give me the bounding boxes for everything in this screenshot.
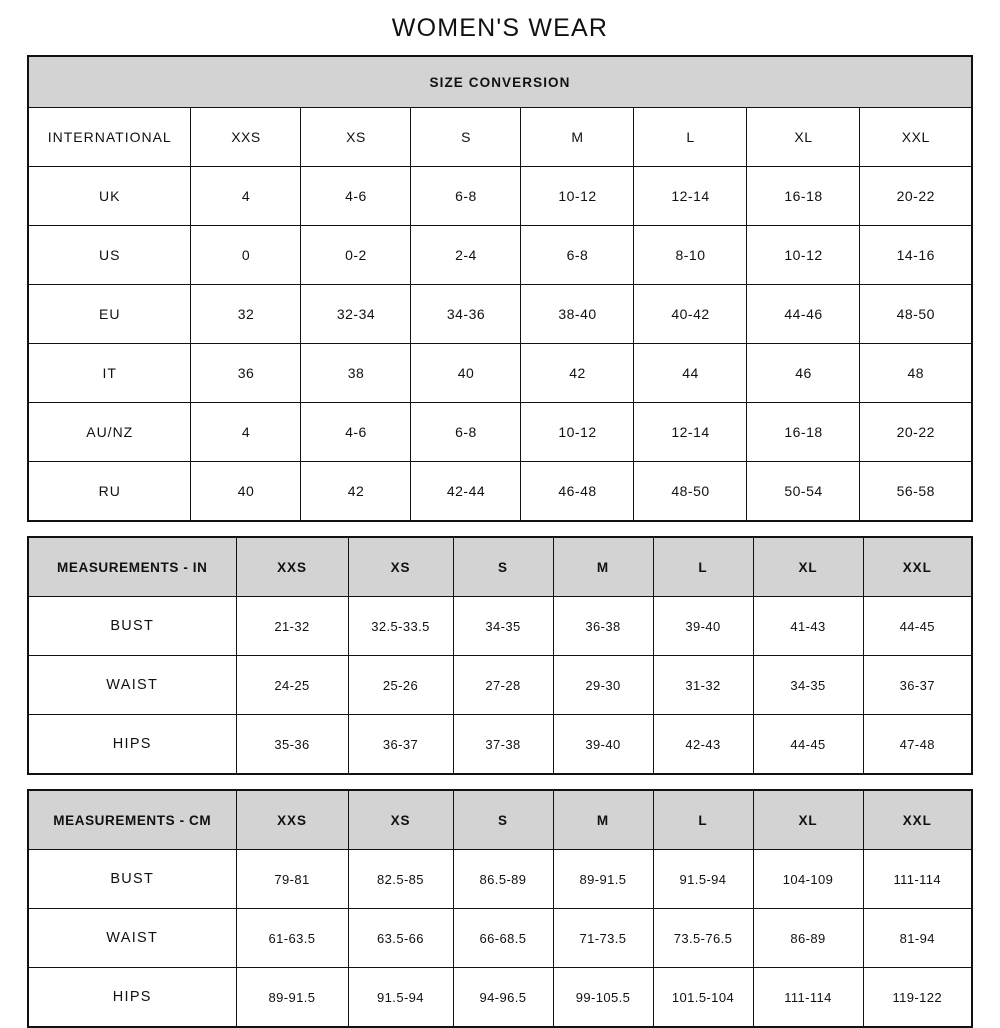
- cell: 0: [191, 226, 301, 285]
- table-row: [28, 715, 972, 775]
- table-header-row: [28, 537, 972, 597]
- cell: 20-22: [860, 403, 972, 462]
- cell: 10-12: [521, 167, 634, 226]
- cell: 56-58: [860, 462, 972, 522]
- table-row: [28, 850, 972, 909]
- cell: 41-43: [753, 597, 863, 656]
- row-label-hips: HIPS: [28, 968, 236, 1028]
- header-cell-l: L: [653, 537, 753, 597]
- cell: 73.5-76.5: [653, 909, 753, 968]
- cell: 4: [191, 403, 301, 462]
- cell: 32-34: [301, 285, 411, 344]
- row-label-us: US: [28, 226, 191, 285]
- cell: 46-48: [521, 462, 634, 522]
- measurements-cm-table: [27, 789, 973, 1028]
- row-label-it: IT: [28, 344, 191, 403]
- header-cell-xs: XS: [348, 790, 453, 850]
- cell: 8-10: [634, 226, 747, 285]
- cell: 79-81: [236, 850, 348, 909]
- cell: 4: [191, 167, 301, 226]
- row-label-uk: UK: [28, 167, 191, 226]
- cell: 38: [301, 344, 411, 403]
- header-cell-xxl: XXL: [860, 108, 972, 167]
- header-cell-s: S: [453, 537, 553, 597]
- cell: 66-68.5: [453, 909, 553, 968]
- cell: 24-25: [236, 656, 348, 715]
- cell: 44: [634, 344, 747, 403]
- cell: 36-38: [553, 597, 653, 656]
- cell: 16-18: [747, 167, 860, 226]
- cell: 61-63.5: [236, 909, 348, 968]
- cell: 44-45: [863, 597, 972, 656]
- cell: 91.5-94: [348, 968, 453, 1028]
- cell: 16-18: [747, 403, 860, 462]
- cell: 47-48: [863, 715, 972, 775]
- cell: 31-32: [653, 656, 753, 715]
- header-cell-xxs: XXS: [236, 790, 348, 850]
- cell: 94-96.5: [453, 968, 553, 1028]
- cell: 39-40: [653, 597, 753, 656]
- size-conversion-banner: SIZE CONVERSION: [28, 56, 972, 108]
- header-cell-xl: XL: [753, 790, 863, 850]
- cell: 48: [860, 344, 972, 403]
- cell: 2-4: [411, 226, 521, 285]
- header-cell-measurements-cm: MEASUREMENTS - CM: [28, 790, 236, 850]
- table-row: [28, 597, 972, 656]
- table-row: [28, 656, 972, 715]
- cell: 48-50: [860, 285, 972, 344]
- cell: 50-54: [747, 462, 860, 522]
- header-cell-l: L: [653, 790, 753, 850]
- row-label-waist: WAIST: [28, 909, 236, 968]
- table-row: [28, 909, 972, 968]
- cell: 44-46: [747, 285, 860, 344]
- cell: 86.5-89: [453, 850, 553, 909]
- row-label-waist: WAIST: [28, 656, 236, 715]
- cell: 21-32: [236, 597, 348, 656]
- header-cell-m: M: [553, 537, 653, 597]
- row-label-aunz: AU/NZ: [28, 403, 191, 462]
- table-row: [28, 403, 972, 462]
- cell: 40: [191, 462, 301, 522]
- cell: 10-12: [747, 226, 860, 285]
- cell: 99-105.5: [553, 968, 653, 1028]
- cell: 37-38: [453, 715, 553, 775]
- cell: 36-37: [863, 656, 972, 715]
- cell: 34-35: [753, 656, 863, 715]
- header-cell-l: L: [634, 108, 747, 167]
- cell: 6-8: [521, 226, 634, 285]
- row-label-hips: HIPS: [28, 715, 236, 775]
- cell: 42-43: [653, 715, 753, 775]
- cell: 111-114: [863, 850, 972, 909]
- cell: 48-50: [634, 462, 747, 522]
- table-header-row: [28, 790, 972, 850]
- cell: 119-122: [863, 968, 972, 1028]
- cell: 89-91.5: [236, 968, 348, 1028]
- header-cell-international: INTERNATIONAL: [28, 108, 191, 167]
- cell: 34-35: [453, 597, 553, 656]
- size-conversion-table: [27, 55, 973, 522]
- header-cell-xs: XS: [301, 108, 411, 167]
- cell: 25-26: [348, 656, 453, 715]
- header-cell-xs: XS: [348, 537, 453, 597]
- header-cell-xl: XL: [753, 537, 863, 597]
- cell: 12-14: [634, 167, 747, 226]
- row-label-bust: BUST: [28, 597, 236, 656]
- table-row: [28, 344, 972, 403]
- cell: 6-8: [411, 167, 521, 226]
- cell: 71-73.5: [553, 909, 653, 968]
- table-row: [28, 462, 972, 522]
- page-title: WOMEN'S WEAR: [391, 14, 609, 42]
- header-cell-s: S: [453, 790, 553, 850]
- header-cell-xxs: XXS: [191, 108, 301, 167]
- cell: 63.5-66: [348, 909, 453, 968]
- table-row: [28, 226, 972, 285]
- cell: 42: [301, 462, 411, 522]
- cell: 14-16: [860, 226, 972, 285]
- cell: 101.5-104: [653, 968, 753, 1028]
- cell: 46: [747, 344, 860, 403]
- cell: 34-36: [411, 285, 521, 344]
- table-row: [28, 167, 972, 226]
- header-cell-m: M: [553, 790, 653, 850]
- cell: 0-2: [301, 226, 411, 285]
- table-row: [28, 285, 972, 344]
- cell: 111-114: [753, 968, 863, 1028]
- cell: 20-22: [860, 167, 972, 226]
- cell: 10-12: [521, 403, 634, 462]
- cell: 27-28: [453, 656, 553, 715]
- header-cell-xxl: XXL: [863, 790, 972, 850]
- cell: 42: [521, 344, 634, 403]
- cell: 40-42: [634, 285, 747, 344]
- row-label-ru: RU: [28, 462, 191, 522]
- header-cell-xxl: XXL: [863, 537, 972, 597]
- cell: 36-37: [348, 715, 453, 775]
- cell: 12-14: [634, 403, 747, 462]
- measurements-in-table: [27, 536, 973, 775]
- cell: 32: [191, 285, 301, 344]
- cell: 91.5-94: [653, 850, 753, 909]
- cell: 35-36: [236, 715, 348, 775]
- cell: 89-91.5: [553, 850, 653, 909]
- header-cell-m: M: [521, 108, 634, 167]
- cell: 44-45: [753, 715, 863, 775]
- cell: 39-40: [553, 715, 653, 775]
- header-cell-xl: XL: [747, 108, 860, 167]
- cell: 38-40: [521, 285, 634, 344]
- table-header-row: [28, 108, 972, 167]
- cell: 104-109: [753, 850, 863, 909]
- cell: 81-94: [863, 909, 972, 968]
- cell: 29-30: [553, 656, 653, 715]
- cell: 6-8: [411, 403, 521, 462]
- cell: 40: [411, 344, 521, 403]
- table-banner-row: [28, 56, 972, 108]
- cell: 82.5-85: [348, 850, 453, 909]
- row-label-bust: BUST: [28, 850, 236, 909]
- table-row: [28, 968, 972, 1028]
- cell: 32.5-33.5: [348, 597, 453, 656]
- cell: 86-89: [753, 909, 863, 968]
- header-cell-xxs: XXS: [236, 537, 348, 597]
- cell: 36: [191, 344, 301, 403]
- cell: 4-6: [301, 403, 411, 462]
- cell: 42-44: [411, 462, 521, 522]
- header-cell-s: S: [411, 108, 521, 167]
- cell: 4-6: [301, 167, 411, 226]
- row-label-eu: EU: [28, 285, 191, 344]
- header-cell-measurements-in: MEASUREMENTS - IN: [28, 537, 236, 597]
